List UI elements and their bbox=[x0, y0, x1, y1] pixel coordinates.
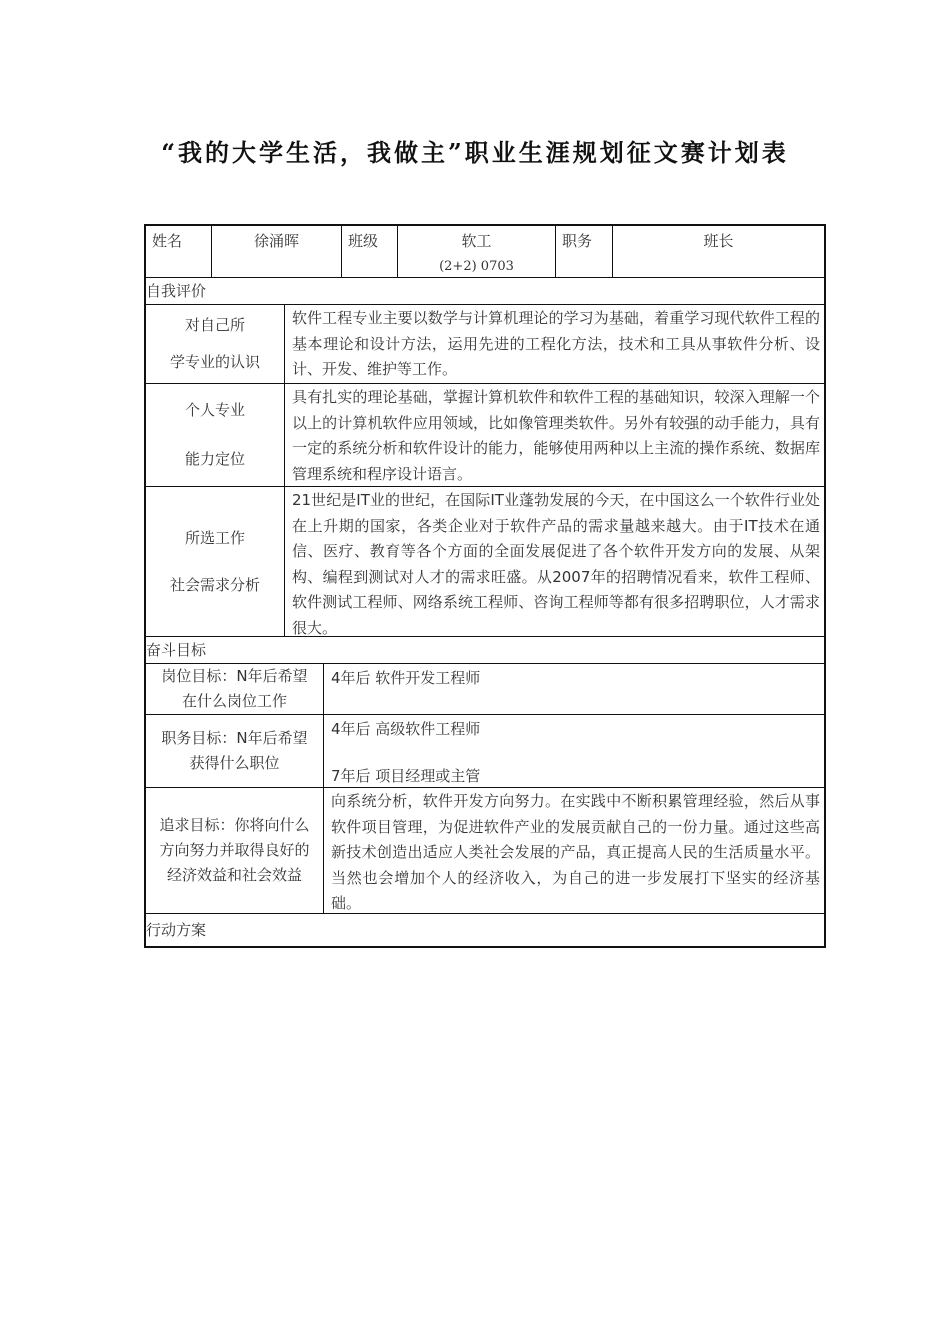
demand-text: 21世纪是IT业的世纪，在国际IT业蓬勃发展的今天，在中国这么一个软件行业处在上升期的国家，各类企业对于软件产品的需求量越来越大。由于IT技术在通信、医疗、教育等各个方面的全面发展促进了各个软件开发方向的发展、从架构、编程到测试对人才的需求旺盛。从2007年的招聘情况看来，软件工程师、软件测试工程师、网络系统工程师、咨询工程师等都有很多招聘职位，人才需求很大。 bbox=[292, 491, 820, 637]
demand-label-line1: 所选工作 bbox=[184, 528, 245, 547]
demand-row bbox=[146, 487, 824, 637]
position-goal-text: 4年后 软件开发工程师 bbox=[331, 669, 481, 687]
major-label bbox=[146, 305, 285, 383]
demand-label-line2: 社会需求分析 bbox=[169, 575, 260, 594]
major-text: 软件工程专业主要以数学与计算机理论的学习为基础，着重学习现代软件工程的基本理论和设计方法，运用先进的工程化方法，技术和工具从事软件分析、设计、开发、维护等工作。 bbox=[292, 309, 820, 378]
title-goal-line1: 4年后 高级软件工程师 bbox=[331, 720, 481, 738]
name-label: 姓名 bbox=[146, 226, 212, 277]
pursuit-goal-row bbox=[146, 788, 824, 914]
role-label: 职务 bbox=[556, 226, 613, 277]
ability-label-line1: 个人专业 bbox=[184, 401, 245, 419]
ability-label-line2: 能力定位 bbox=[184, 450, 245, 468]
action-heading: 行动方案 bbox=[146, 921, 207, 939]
class-value-line2: (2+2) 0703 bbox=[439, 259, 514, 274]
name-value: 徐涌晖 bbox=[212, 226, 342, 277]
title-goal-text bbox=[324, 715, 824, 787]
major-label-line1: 对自己所 bbox=[184, 316, 245, 334]
page-title: “我的大学生活，我做主”职业生涯规划征文赛计划表 bbox=[161, 138, 789, 167]
ability-label bbox=[146, 384, 285, 486]
position-goal-row bbox=[146, 664, 824, 715]
goals-heading: 奋斗目标 bbox=[146, 637, 824, 664]
header-row bbox=[146, 226, 824, 278]
class-value bbox=[398, 226, 556, 277]
pursuit-goal-label: 追求目标：你将向什么方向努力并取得良好的经济效益和社会效益 bbox=[146, 788, 324, 913]
role-value: 班长 bbox=[703, 232, 734, 250]
position-goal-label: 岗位目标：N年后希望在什么岗位工作 bbox=[146, 664, 324, 714]
major-label-line2: 学专业的认识 bbox=[169, 353, 260, 371]
title-goal-label: 职务目标：N年后希望获得什么职位 bbox=[146, 715, 324, 787]
title-goal-row bbox=[146, 715, 824, 788]
class-label: 班级 bbox=[342, 226, 398, 277]
self-eval-heading: 自我评价 bbox=[146, 278, 824, 305]
ability-text: 具有扎实的理论基础，掌握计算机软件和软件工程的基础知识，较深入理解一个以上的计算机软件应用领域，比如像管理类软件。另外有较强的动手能力，具有一定的系统分析和软件设计的能力，能够使用两种以上主流的操作系统、数据库管理系统和程序设计语言。 bbox=[292, 388, 820, 483]
major-row bbox=[146, 305, 824, 384]
title-goal-line2: 7年后 项目经理或主管 bbox=[331, 767, 481, 785]
ability-row bbox=[146, 384, 824, 487]
career-plan-table bbox=[144, 224, 826, 948]
class-value-line1: 软工 bbox=[461, 232, 492, 250]
demand-label bbox=[146, 487, 285, 636]
pursuit-goal-text: 向系统分析，软件开发方向努力。在实践中不断积累管理经验，然后从事软件项目管理，为促进软件产业的发展贡献自己的一份力量。通过这些高新技术创造出适应人类社会发展的产品，真正提高人民的生活质量水平。当然也会增加个人的经济收入，为自己的进一步发展打下坚实的经济基础。 bbox=[331, 792, 820, 912]
